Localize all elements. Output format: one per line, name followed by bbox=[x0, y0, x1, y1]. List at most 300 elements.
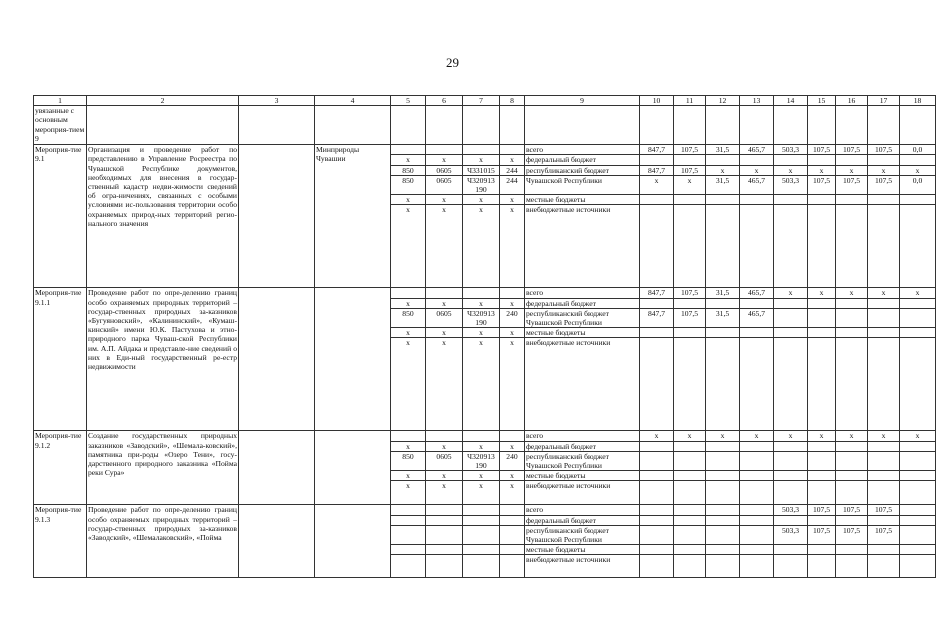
year-value-12: 31,5 bbox=[706, 145, 740, 155]
budget-code-c8 bbox=[500, 145, 525, 155]
year-value-17 bbox=[868, 515, 900, 525]
budget-code-c8 bbox=[500, 288, 525, 298]
year-value-13 bbox=[740, 338, 774, 431]
budget-code-c8: x bbox=[500, 338, 525, 431]
year-value-11 bbox=[674, 298, 706, 308]
year-value-12: 31,5 bbox=[706, 288, 740, 298]
year-value-11: 107,5 bbox=[674, 308, 706, 327]
year-value-10: 847,7 bbox=[640, 165, 674, 175]
program-table bbox=[33, 95, 936, 578]
year-value-13 bbox=[740, 545, 774, 555]
budget-code-c8 bbox=[500, 431, 525, 441]
budget-code-c7: x bbox=[463, 205, 500, 288]
activity-code: Мероприя-тие 9.1.2 bbox=[34, 431, 87, 505]
year-value-14 bbox=[774, 328, 808, 338]
budget-code-c7: x bbox=[463, 298, 500, 308]
year-value-18 bbox=[900, 338, 936, 431]
funding-source: республиканский бюджет Чувашской Республики bbox=[525, 308, 640, 327]
year-value-11 bbox=[674, 338, 706, 431]
year-value-12 bbox=[706, 505, 740, 515]
year-value-10 bbox=[640, 481, 674, 505]
budget-code-c5: x bbox=[391, 205, 426, 288]
year-value-12: 31,5 bbox=[706, 175, 740, 194]
year-value-10 bbox=[640, 205, 674, 288]
funding-source: федеральный бюджет bbox=[525, 441, 640, 451]
column-header-9: 9 bbox=[525, 96, 640, 106]
year-value-17: 107,5 bbox=[868, 175, 900, 194]
activity-col3 bbox=[239, 505, 315, 578]
budget-code-c7 bbox=[463, 545, 500, 555]
column-header-6: 6 bbox=[426, 96, 463, 106]
column-header-12: 12 bbox=[706, 96, 740, 106]
budget-code-c6 bbox=[426, 145, 463, 155]
funding-source: всего bbox=[525, 505, 640, 515]
budget-code-c5: 850 bbox=[391, 451, 426, 470]
budget-code-c6: x bbox=[426, 155, 463, 165]
budget-code-c6: 0605 bbox=[426, 175, 463, 194]
year-value-11: x bbox=[674, 431, 706, 441]
year-value-11 bbox=[674, 195, 706, 205]
funding-source: внебюджетные источники bbox=[525, 481, 640, 505]
year-value-11 bbox=[674, 481, 706, 505]
year-value-12 bbox=[706, 441, 740, 451]
year-value-17: x bbox=[868, 431, 900, 441]
activity-col3 bbox=[239, 145, 315, 288]
budget-code-c8 bbox=[500, 515, 525, 525]
funding-source: местные бюджеты bbox=[525, 328, 640, 338]
activity-col3 bbox=[239, 288, 315, 431]
year-value-15: x bbox=[808, 165, 836, 175]
year-value-10 bbox=[640, 338, 674, 431]
year-value-16: x bbox=[836, 431, 868, 441]
year-value-17 bbox=[868, 155, 900, 165]
year-value-17 bbox=[868, 471, 900, 481]
year-value-17 bbox=[868, 205, 900, 288]
budget-code-c6: x bbox=[426, 205, 463, 288]
column-header-8: 8 bbox=[500, 96, 525, 106]
year-value-13 bbox=[740, 328, 774, 338]
year-value-15: x bbox=[808, 431, 836, 441]
year-value-16 bbox=[836, 481, 868, 505]
year-value-18 bbox=[900, 328, 936, 338]
year-value-18 bbox=[900, 298, 936, 308]
budget-code-c7: x bbox=[463, 195, 500, 205]
year-value-17 bbox=[868, 308, 900, 327]
year-value-15 bbox=[808, 471, 836, 481]
year-value-18: 0,0 bbox=[900, 145, 936, 155]
page-number: 29 bbox=[446, 55, 459, 70]
continuation-code: увязанные с основным мероприя-тием 9 bbox=[34, 106, 87, 145]
header-row bbox=[34, 96, 936, 106]
budget-code-c8: 244 bbox=[500, 175, 525, 194]
column-header-13: 13 bbox=[740, 96, 774, 106]
year-value-17 bbox=[868, 555, 900, 578]
year-value-10 bbox=[640, 525, 674, 544]
year-value-12 bbox=[706, 555, 740, 578]
budget-code-c5 bbox=[391, 288, 426, 298]
continuation-row bbox=[34, 106, 936, 145]
year-value-13: 465,7 bbox=[740, 288, 774, 298]
activity-executor bbox=[315, 431, 391, 505]
year-value-11 bbox=[674, 515, 706, 525]
budget-code-c6: x bbox=[426, 328, 463, 338]
budget-code-c5: x bbox=[391, 481, 426, 505]
budget-code-c5 bbox=[391, 525, 426, 544]
year-value-18: x bbox=[900, 165, 936, 175]
year-value-13 bbox=[740, 441, 774, 451]
budget-code-c6: 0605 bbox=[426, 308, 463, 327]
year-value-12: x bbox=[706, 431, 740, 441]
funding-source: республиканский бюджет bbox=[525, 165, 640, 175]
year-value-15 bbox=[808, 481, 836, 505]
year-value-14 bbox=[774, 515, 808, 525]
budget-code-c5 bbox=[391, 145, 426, 155]
year-value-17 bbox=[868, 451, 900, 470]
column-header-10: 10 bbox=[640, 96, 674, 106]
year-value-17 bbox=[868, 328, 900, 338]
year-value-13 bbox=[740, 471, 774, 481]
year-value-12: x bbox=[706, 165, 740, 175]
year-value-15 bbox=[808, 441, 836, 451]
year-value-13 bbox=[740, 505, 774, 515]
funding-source: местные бюджеты bbox=[525, 471, 640, 481]
budget-code-c6: x bbox=[426, 481, 463, 505]
column-header-14: 14 bbox=[774, 96, 808, 106]
year-value-17 bbox=[868, 338, 900, 431]
funding-source: всего bbox=[525, 288, 640, 298]
budget-code-c5 bbox=[391, 555, 426, 578]
year-value-14 bbox=[774, 451, 808, 470]
year-value-14 bbox=[774, 555, 808, 578]
year-value-17: 107,5 bbox=[868, 145, 900, 155]
budget-code-c7 bbox=[463, 515, 500, 525]
funding-source: федеральный бюджет bbox=[525, 298, 640, 308]
year-value-16: 107,5 bbox=[836, 145, 868, 155]
year-value-11 bbox=[674, 155, 706, 165]
year-value-14 bbox=[774, 481, 808, 505]
activity-code: Мероприя-тие 9.1 bbox=[34, 145, 87, 288]
budget-code-c5: x bbox=[391, 155, 426, 165]
year-value-17: 107,5 bbox=[868, 525, 900, 544]
year-value-15 bbox=[808, 155, 836, 165]
funding-source: федеральный бюджет bbox=[525, 155, 640, 165]
budget-code-c5: x bbox=[391, 195, 426, 205]
budget-code-c8 bbox=[500, 555, 525, 578]
year-value-12: 31,5 bbox=[706, 308, 740, 327]
budget-code-c6 bbox=[426, 431, 463, 441]
year-value-10 bbox=[640, 155, 674, 165]
year-value-11 bbox=[674, 555, 706, 578]
budget-code-c5: x bbox=[391, 471, 426, 481]
year-value-15 bbox=[808, 515, 836, 525]
year-value-15 bbox=[808, 338, 836, 431]
year-value-18 bbox=[900, 481, 936, 505]
year-value-18: x bbox=[900, 288, 936, 298]
activity-col3 bbox=[239, 431, 315, 505]
budget-code-c6: 0605 bbox=[426, 451, 463, 470]
activity-name: Создание государственных природных заказников «Заводский», «Шемала-ковский», памятника при-роды «Озеро Тени», госу-дарственного природного заказника «Пойма реки Сура» bbox=[87, 431, 239, 505]
year-value-10: x bbox=[640, 175, 674, 194]
year-value-14 bbox=[774, 471, 808, 481]
year-value-15 bbox=[808, 195, 836, 205]
budget-code-c8: x bbox=[500, 328, 525, 338]
year-value-13 bbox=[740, 155, 774, 165]
year-value-13 bbox=[740, 525, 774, 544]
budget-code-c5: x bbox=[391, 338, 426, 431]
year-value-10: x bbox=[640, 431, 674, 441]
year-value-10 bbox=[640, 328, 674, 338]
budget-code-c8: 240 bbox=[500, 308, 525, 327]
year-value-11 bbox=[674, 545, 706, 555]
year-value-13: x bbox=[740, 165, 774, 175]
year-value-12 bbox=[706, 451, 740, 470]
budget-code-c7 bbox=[463, 505, 500, 515]
column-header-11: 11 bbox=[674, 96, 706, 106]
year-value-16 bbox=[836, 195, 868, 205]
budget-code-c6: 0605 bbox=[426, 165, 463, 175]
year-value-16 bbox=[836, 515, 868, 525]
year-value-14: 503,3 bbox=[774, 175, 808, 194]
budget-code-c7: Ч331015 bbox=[463, 165, 500, 175]
activity-code: Мероприя-тие 9.1.1 bbox=[34, 288, 87, 431]
year-value-12 bbox=[706, 471, 740, 481]
year-value-17 bbox=[868, 545, 900, 555]
budget-code-c6: x bbox=[426, 338, 463, 431]
budget-code-c7: Ч320913 190 bbox=[463, 451, 500, 470]
year-value-14 bbox=[774, 545, 808, 555]
table-row bbox=[34, 145, 936, 155]
year-value-17 bbox=[868, 195, 900, 205]
year-value-14: 503,3 bbox=[774, 145, 808, 155]
column-header-5: 5 bbox=[391, 96, 426, 106]
column-header-18: 18 bbox=[900, 96, 936, 106]
year-value-15 bbox=[808, 545, 836, 555]
year-value-16 bbox=[836, 338, 868, 431]
year-value-18 bbox=[900, 308, 936, 327]
year-value-16: 107,5 bbox=[836, 525, 868, 544]
funding-source: местные бюджеты bbox=[525, 545, 640, 555]
budget-code-c8: x bbox=[500, 441, 525, 451]
budget-code-c8: x bbox=[500, 481, 525, 505]
budget-code-c5: x bbox=[391, 328, 426, 338]
year-value-15: 107,5 bbox=[808, 175, 836, 194]
year-value-11 bbox=[674, 525, 706, 544]
budget-code-c7 bbox=[463, 145, 500, 155]
year-value-17 bbox=[868, 441, 900, 451]
year-value-16 bbox=[836, 471, 868, 481]
year-value-14 bbox=[774, 338, 808, 431]
year-value-17: 107,5 bbox=[868, 505, 900, 515]
year-value-14: 503,3 bbox=[774, 505, 808, 515]
year-value-17: x bbox=[868, 165, 900, 175]
budget-code-c7: x bbox=[463, 481, 500, 505]
budget-code-c8 bbox=[500, 525, 525, 544]
year-value-18: x bbox=[900, 431, 936, 441]
funding-source: всего bbox=[525, 145, 640, 155]
year-value-10: 847,7 bbox=[640, 308, 674, 327]
budget-code-c8: x bbox=[500, 195, 525, 205]
budget-code-c6 bbox=[426, 525, 463, 544]
year-value-15: x bbox=[808, 288, 836, 298]
year-value-12 bbox=[706, 298, 740, 308]
year-value-15 bbox=[808, 555, 836, 578]
budget-code-c6 bbox=[426, 505, 463, 515]
year-value-10: 847,7 bbox=[640, 145, 674, 155]
budget-code-c5: 850 bbox=[391, 175, 426, 194]
year-value-14 bbox=[774, 308, 808, 327]
activity-executor bbox=[315, 288, 391, 431]
year-value-14 bbox=[774, 441, 808, 451]
budget-code-c7: x bbox=[463, 328, 500, 338]
budget-code-c8: x bbox=[500, 298, 525, 308]
year-value-15 bbox=[808, 308, 836, 327]
year-value-15 bbox=[808, 298, 836, 308]
budget-code-c6: x bbox=[426, 298, 463, 308]
year-value-13 bbox=[740, 195, 774, 205]
year-value-14: 503,3 bbox=[774, 525, 808, 544]
budget-code-c5: 850 bbox=[391, 165, 426, 175]
activity-executor: Минприроды Чувашии bbox=[315, 145, 391, 288]
funding-source: местные бюджеты bbox=[525, 195, 640, 205]
budget-code-c5 bbox=[391, 431, 426, 441]
budget-code-c7: x bbox=[463, 338, 500, 431]
year-value-12 bbox=[706, 525, 740, 544]
budget-code-c6: x bbox=[426, 471, 463, 481]
year-value-18 bbox=[900, 451, 936, 470]
year-value-11 bbox=[674, 505, 706, 515]
budget-code-c6 bbox=[426, 555, 463, 578]
year-value-14 bbox=[774, 205, 808, 288]
budget-code-c8: x bbox=[500, 471, 525, 481]
year-value-16 bbox=[836, 545, 868, 555]
year-value-11: 107,5 bbox=[674, 145, 706, 155]
year-value-12 bbox=[706, 205, 740, 288]
year-value-15 bbox=[808, 328, 836, 338]
year-value-16 bbox=[836, 328, 868, 338]
column-header-4: 4 bbox=[315, 96, 391, 106]
year-value-13: 465,7 bbox=[740, 145, 774, 155]
budget-code-c6: x bbox=[426, 195, 463, 205]
year-value-18 bbox=[900, 205, 936, 288]
year-value-13: 465,7 bbox=[740, 175, 774, 194]
funding-source: внебюджетные источники bbox=[525, 205, 640, 288]
year-value-14: x bbox=[774, 165, 808, 175]
year-value-10 bbox=[640, 298, 674, 308]
year-value-11: x bbox=[674, 175, 706, 194]
year-value-15: 107,5 bbox=[808, 145, 836, 155]
year-value-11 bbox=[674, 205, 706, 288]
year-value-11: 107,5 bbox=[674, 288, 706, 298]
year-value-12 bbox=[706, 328, 740, 338]
year-value-14: x bbox=[774, 288, 808, 298]
activity-executor bbox=[315, 505, 391, 578]
column-header-7: 7 bbox=[463, 96, 500, 106]
budget-code-c8 bbox=[500, 505, 525, 515]
year-value-16 bbox=[836, 308, 868, 327]
year-value-13: x bbox=[740, 431, 774, 441]
budget-code-c7 bbox=[463, 431, 500, 441]
funding-source: федеральный бюджет bbox=[525, 515, 640, 525]
year-value-13 bbox=[740, 481, 774, 505]
budget-code-c8: x bbox=[500, 155, 525, 165]
year-value-16 bbox=[836, 155, 868, 165]
year-value-18 bbox=[900, 515, 936, 525]
budget-code-c5: x bbox=[391, 298, 426, 308]
year-value-10 bbox=[640, 451, 674, 470]
budget-code-c7 bbox=[463, 288, 500, 298]
year-value-12 bbox=[706, 195, 740, 205]
budget-code-c6 bbox=[426, 288, 463, 298]
budget-code-c8: 240 bbox=[500, 451, 525, 470]
year-value-16: x bbox=[836, 288, 868, 298]
year-value-16 bbox=[836, 555, 868, 578]
year-value-13 bbox=[740, 451, 774, 470]
year-value-18 bbox=[900, 471, 936, 481]
year-value-18 bbox=[900, 525, 936, 544]
year-value-13 bbox=[740, 205, 774, 288]
budget-code-c7: Ч320913 190 bbox=[463, 308, 500, 327]
activity-name: Проведение работ по опре-делению границ особо охраняемых природных территорий – государ-ственных природных за-казников «Заводский», «Шемалаковский», «Пойма bbox=[87, 505, 239, 578]
year-value-16 bbox=[836, 451, 868, 470]
column-header-3: 3 bbox=[239, 96, 315, 106]
year-value-13 bbox=[740, 298, 774, 308]
year-value-18 bbox=[900, 505, 936, 515]
activity-name: Организация и проведение работ по представлению в Управление Росреестра по Чувашской Республике документов, необходимых для внесения в государ-ственный кадастр недви-жимости сведений об огра-ничениях, связанных с особыми условиями ис-пользования территории особо охраняемых природ-ных территорий регио-нального значения bbox=[87, 145, 239, 288]
year-value-12 bbox=[706, 481, 740, 505]
year-value-10 bbox=[640, 555, 674, 578]
year-value-10 bbox=[640, 195, 674, 205]
year-value-15: 107,5 bbox=[808, 525, 836, 544]
table-row bbox=[34, 431, 936, 441]
year-value-18 bbox=[900, 545, 936, 555]
column-header-17: 17 bbox=[868, 96, 900, 106]
budget-code-c7: x bbox=[463, 155, 500, 165]
year-value-17: x bbox=[868, 288, 900, 298]
budget-code-c6: x bbox=[426, 441, 463, 451]
column-header-1: 1 bbox=[34, 96, 87, 106]
year-value-13 bbox=[740, 515, 774, 525]
year-value-18 bbox=[900, 155, 936, 165]
year-value-17 bbox=[868, 481, 900, 505]
budget-code-c5: 850 bbox=[391, 308, 426, 327]
budget-code-c7: x bbox=[463, 471, 500, 481]
year-value-10 bbox=[640, 441, 674, 451]
funding-source: внебюджетные источники bbox=[525, 555, 640, 578]
budget-code-c7: Ч320913 190 bbox=[463, 175, 500, 194]
year-value-13 bbox=[740, 555, 774, 578]
funding-source: республиканский бюджет Чувашской Республики bbox=[525, 525, 640, 544]
activity-name: Проведение работ по опре-делению границ особо охраняемых природных территорий – государ-ственных природных за-казников «Бугуяновский», «Калининский», «Кумаш-кинский» имени Ю.К. Пастухова и этно-природного парка Чуваш-ской Республики им. А.П. Айдака и представле-ние сведений о них в Еди-ный государственный ре-естр недвижимости bbox=[87, 288, 239, 431]
year-value-12 bbox=[706, 545, 740, 555]
funding-source: внебюджетные источники bbox=[525, 338, 640, 431]
year-value-18: 0,0 bbox=[900, 175, 936, 194]
year-value-16: 107,5 bbox=[836, 175, 868, 194]
funding-source: республиканский бюджет Чувашской Республики bbox=[525, 451, 640, 470]
column-header-16: 16 bbox=[836, 96, 868, 106]
budget-code-c5 bbox=[391, 505, 426, 515]
year-value-16 bbox=[836, 441, 868, 451]
year-value-10 bbox=[640, 545, 674, 555]
year-value-14 bbox=[774, 155, 808, 165]
year-value-18 bbox=[900, 195, 936, 205]
year-value-17 bbox=[868, 298, 900, 308]
budget-code-c8: x bbox=[500, 205, 525, 288]
budget-code-c7 bbox=[463, 525, 500, 544]
year-value-12 bbox=[706, 155, 740, 165]
year-value-10 bbox=[640, 471, 674, 481]
year-value-11: 107,5 bbox=[674, 165, 706, 175]
budget-code-c6 bbox=[426, 515, 463, 525]
